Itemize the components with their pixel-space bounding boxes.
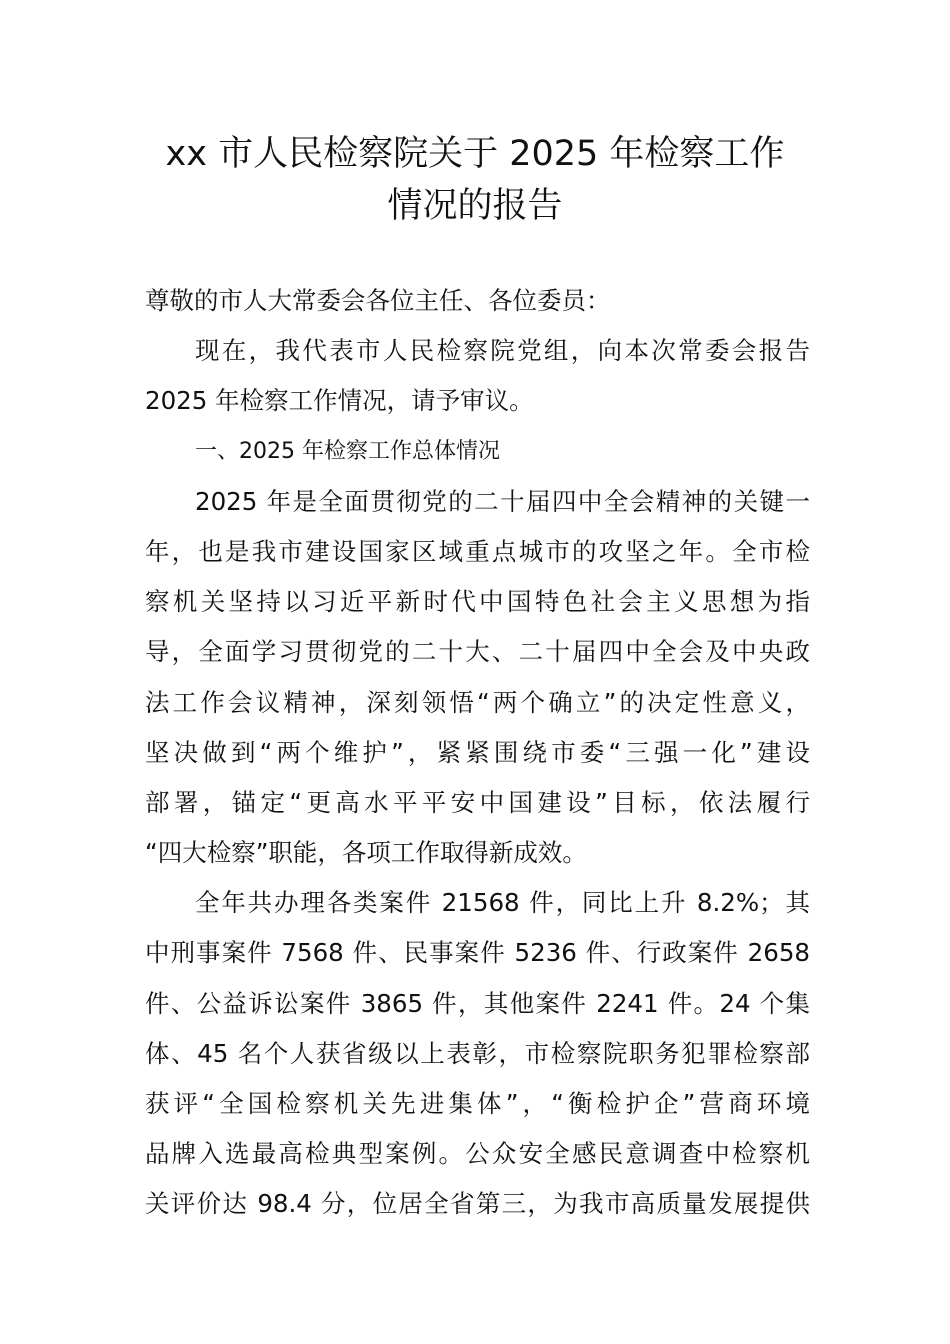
section-heading: [145, 427, 810, 477]
title-line-1: xx 市人民检察院关于 2025 年检察工作: [165, 134, 785, 174]
paragraph-line: 关评价达 98.4 分，位居全省第三，为我市高质量发展提供: [145, 1189, 810, 1219]
paragraph-line: 法工作会议精神，深刻领悟“两个确立”的决定性意义，: [145, 687, 810, 717]
paragraph-line: 获评“全国检察机关先进集体”，“衡检护企”营商环境: [145, 1089, 810, 1118]
paragraph-line: 现在，我代表市人民检察院党组，向本次常委会报告: [195, 336, 810, 366]
document-title: [0, 128, 950, 232]
paragraph-line: 中刑事案件 7568 件、民事案件 5236 件、行政案件 2658: [145, 938, 810, 968]
paragraph-line: 件、公益诉讼案件 3865 件，其他案件 2241 件。24 个集: [145, 988, 810, 1018]
paragraph-line: 2025 年是全面贯彻党的二十届四中全会精神的关键一: [195, 486, 810, 516]
paragraph-line: 品牌入选最高检典型案例。公众安全感民意调查中检察机: [145, 1139, 810, 1169]
document-body: [145, 276, 810, 1230]
paragraph-line: 全年共办理各类案件 21568 件，同比上升 8.2%；其: [195, 888, 810, 918]
paragraph-overview: [145, 477, 810, 879]
paragraph-intro: [145, 326, 810, 426]
section-heading-text: 一、2025 年检察工作总体情况: [195, 438, 500, 464]
salutation: 尊敬的市人大常委会各位主任、各位委员：: [145, 286, 611, 315]
paragraph-line: 体、45 名个人获省级以上表彰，市检察院职务犯罪检察部: [145, 1038, 810, 1068]
paragraph-line: 年，也是我市建设国家区域重点城市的攻坚之年。全市检: [145, 536, 810, 566]
paragraph-line: 导，全面学习贯彻党的二十大、二十届四中全会及中央政: [145, 637, 810, 667]
title-line-2: 情况的报告: [387, 186, 563, 226]
paragraph-line: “四大检察”职能，各项工作取得新成效。: [145, 838, 587, 868]
paragraph-line: 坚决做到“两个维护”，紧紧围绕市委“三强一化”建设: [145, 737, 810, 767]
paragraph-line: 察机关坚持以习近平新时代中国特色社会主义思想为指: [145, 587, 810, 617]
paragraph-line: 2025 年检察工作情况，请予审议。: [145, 386, 534, 416]
paragraph-statistics: [145, 878, 810, 1229]
paragraph-line: 部署，锚定“更高水平平安中国建设”目标，依法履行: [145, 787, 810, 817]
